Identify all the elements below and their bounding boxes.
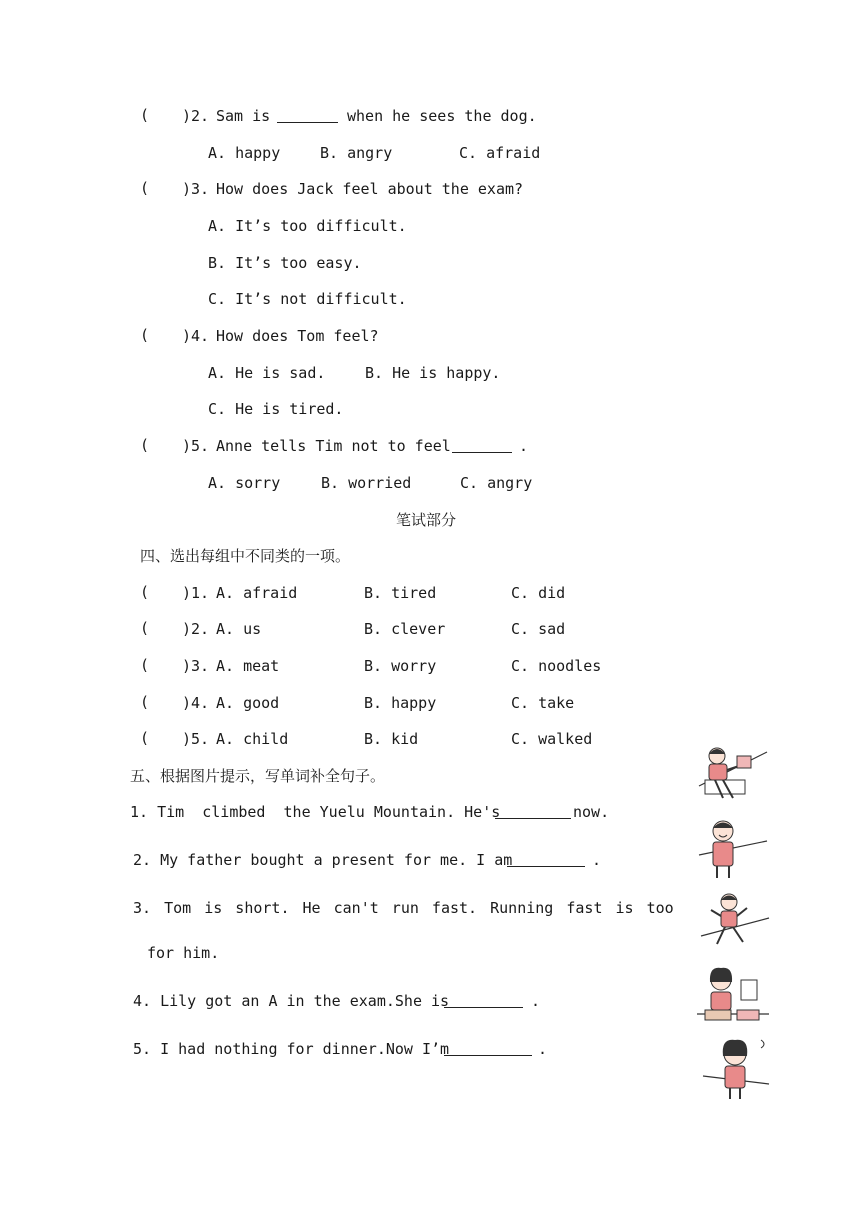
answer-paren: ( bbox=[140, 619, 150, 637]
row-number: )2. bbox=[182, 620, 210, 638]
option-a: A. happy bbox=[208, 144, 281, 162]
row-number: )3. bbox=[182, 657, 210, 675]
option-b: B. He is happy. bbox=[365, 364, 501, 382]
sentence-end: now. bbox=[573, 803, 610, 821]
answer-paren: ( bbox=[140, 693, 150, 711]
option-c: C. did bbox=[511, 584, 566, 602]
option-b: B. angry bbox=[320, 144, 393, 162]
sentence-text: 1. Tim climbed the Yuelu Mountain. He's bbox=[130, 803, 501, 821]
happy-boy-icon bbox=[697, 815, 769, 879]
answer-paren: ( bbox=[140, 179, 150, 197]
question-number: )3. bbox=[182, 180, 210, 198]
question-text-pre: Anne tells Tim not to feel bbox=[216, 437, 451, 455]
option-b: B. worry bbox=[364, 657, 437, 675]
sentence-continuation: for him. bbox=[147, 944, 220, 962]
sentence-end: . bbox=[592, 851, 602, 869]
answer-blank[interactable] bbox=[277, 108, 338, 123]
option-c: C. afraid bbox=[459, 144, 541, 162]
section4-title: 四、选出每组中不同类的一项。 bbox=[140, 547, 351, 565]
option-c: C. walked bbox=[511, 730, 593, 748]
answer-blank[interactable] bbox=[444, 993, 523, 1008]
running-boy-icon bbox=[699, 890, 771, 954]
option-a: A. sorry bbox=[208, 474, 281, 492]
answer-blank[interactable] bbox=[507, 852, 585, 867]
sentence-end: . bbox=[538, 1040, 548, 1058]
sentence-text: 3. Tom is short. He can't run fast. Running fast is too bbox=[133, 899, 674, 917]
sentence-end: . bbox=[531, 992, 541, 1010]
girl-studying-icon bbox=[697, 964, 769, 1028]
option-c: C. noodles bbox=[511, 657, 602, 675]
answer-paren: ( bbox=[140, 656, 150, 674]
option-c: C. sad bbox=[511, 620, 566, 638]
hungry-girl-icon bbox=[699, 1036, 771, 1100]
option-a: A. child bbox=[216, 730, 289, 748]
row-number: )4. bbox=[182, 694, 210, 712]
question-text-post: when he sees the dog. bbox=[347, 107, 537, 125]
answer-blank[interactable] bbox=[444, 1041, 532, 1056]
sentence-text: 2. My father bought a present for me. I am bbox=[133, 851, 513, 869]
question-text-pre: Sam is bbox=[216, 107, 271, 125]
option-b: B. tired bbox=[364, 584, 437, 602]
option-a: A. afraid bbox=[216, 584, 298, 602]
option-a: A. He is sad. bbox=[208, 364, 326, 382]
question-text: How does Jack feel about the exam? bbox=[216, 180, 524, 198]
option-b: B. worried bbox=[321, 474, 412, 492]
sentence-text: 5. I had nothing for dinner.Now I’m bbox=[133, 1040, 450, 1058]
sentence-text: 4. Lily got an A in the exam.She is bbox=[133, 992, 450, 1010]
question-text: How does Tom feel? bbox=[216, 327, 379, 345]
answer-paren: ( bbox=[140, 326, 150, 344]
answer-paren: ( bbox=[140, 583, 150, 601]
option-b: B. happy bbox=[364, 694, 437, 712]
option-a: A. It’s too difficult. bbox=[208, 217, 407, 235]
option-a: A. us bbox=[216, 620, 262, 638]
option-b: B. kid bbox=[364, 730, 419, 748]
answer-paren: ( bbox=[140, 106, 150, 124]
option-b: B. It’s too easy. bbox=[208, 254, 362, 272]
row-number: )5. bbox=[182, 730, 210, 748]
row-number: )1. bbox=[182, 584, 210, 602]
question-number: )2. bbox=[182, 107, 210, 125]
written-section-title: 笔试部分 bbox=[396, 511, 457, 529]
option-c: C. angry bbox=[460, 474, 533, 492]
answer-paren: ( bbox=[140, 729, 150, 747]
section5-title: 五、根据图片提示，写单词补全句子。 bbox=[130, 767, 386, 785]
answer-blank[interactable] bbox=[495, 804, 571, 819]
question-number: )4. bbox=[182, 327, 210, 345]
question-number: )5. bbox=[182, 437, 210, 455]
question-text-post: . bbox=[519, 437, 529, 455]
option-a: A. meat bbox=[216, 657, 280, 675]
answer-paren: ( bbox=[140, 436, 150, 454]
option-c: C. He is tired. bbox=[208, 400, 344, 418]
tired-boy-icon bbox=[697, 742, 769, 806]
option-c: C. take bbox=[511, 694, 575, 712]
option-b: B. clever bbox=[364, 620, 446, 638]
option-c: C. It’s not difficult. bbox=[208, 290, 407, 308]
answer-blank[interactable] bbox=[452, 438, 512, 453]
option-a: A. good bbox=[216, 694, 280, 712]
